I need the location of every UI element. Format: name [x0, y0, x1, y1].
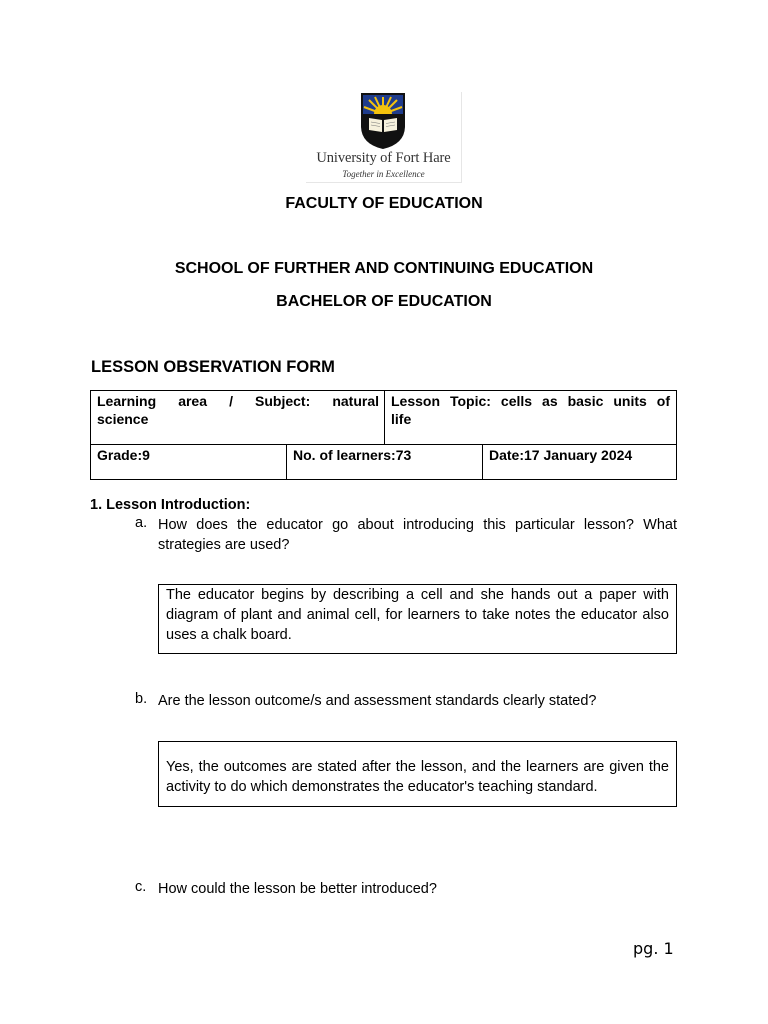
question-b-text: Are the lesson outcome/s and assessment standards clearly stated?: [158, 693, 597, 709]
lesson-info-table: [90, 390, 677, 480]
answer-a-text: The educator begins by describing a cell and she hands out a paper with diagram of plant and animal cell, for learners to take notes the educator also uses a chalk board.: [166, 587, 669, 643]
question-c-text: How could the lesson be better introduced?: [158, 881, 437, 897]
learning-area-line1: Learning area / Subject: natural: [97, 393, 379, 409]
question-a-line1: How does the educator go about introducing this particular lesson? What: [158, 517, 677, 533]
answer-b-text: Yes, the outcomes are stated after the lesson, and the learners are given the activity to do which demonstrates the educator's teaching standard.: [166, 759, 669, 795]
table-divider: [286, 444, 287, 479]
question-a-line2: strategies are used?: [158, 537, 290, 553]
learners-cell: No. of learners:73: [293, 447, 412, 463]
question-b-letter: b.: [135, 691, 148, 707]
section-heading: 1. Lesson Introduction:: [90, 497, 251, 513]
question-a-text: [158, 515, 677, 555]
date-cell: Date:17 January 2024: [489, 447, 633, 463]
degree-heading: BACHELOR OF EDUCATION: [276, 293, 492, 310]
lesson-topic-cell: [385, 391, 676, 444]
learning-area-cell: [91, 391, 385, 444]
lesson-topic-line2: life: [391, 411, 412, 427]
question-c-letter: c.: [135, 879, 147, 895]
university-motto: Together in Excellence: [342, 169, 425, 179]
faculty-heading: FACULTY OF EDUCATION: [285, 195, 483, 212]
university-logo: [306, 92, 462, 183]
school-heading: SCHOOL OF FURTHER AND CONTINUING EDUCATION: [174, 260, 594, 277]
table-divider: [91, 444, 676, 445]
crest-icon: [359, 92, 407, 150]
learning-area-line2: science: [97, 411, 149, 427]
form-title: LESSON OBSERVATION FORM: [91, 358, 335, 376]
grade-cell: Grade:9: [97, 447, 150, 463]
answer-b-box: [158, 741, 677, 807]
university-name: University of Fort Hare: [316, 150, 451, 166]
question-a-letter: a.: [135, 515, 148, 531]
table-divider: [482, 444, 483, 479]
page-number: pg. 1: [633, 939, 674, 958]
answer-a-box: [158, 584, 677, 654]
table-divider: [384, 391, 385, 444]
lesson-topic-line1: Lesson Topic: cells as basic units of: [391, 393, 670, 409]
